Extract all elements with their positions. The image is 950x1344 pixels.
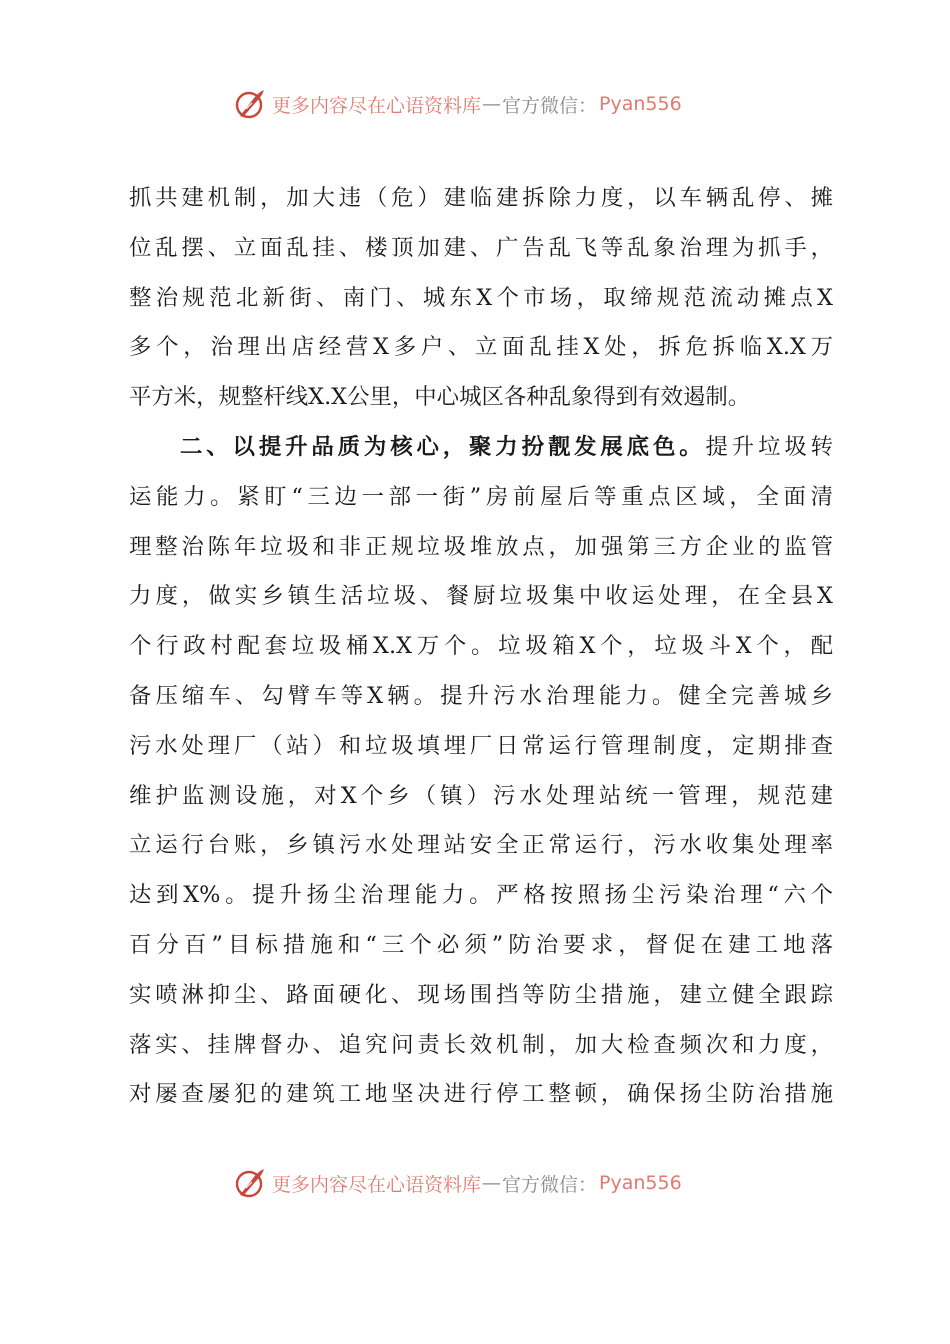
heading-line-rest: 提升垃圾转	[705, 433, 834, 460]
paragraph-2	[129, 423, 833, 1120]
text-line: 抓共建机制，加大违（危）建临建拆除力度，以车辆乱停、摊	[129, 185, 833, 211]
text-line: 立运行台账，乡镇污水处理站安全正常运行，污水收集处理率	[129, 832, 833, 859]
quill-pen-logo-icon	[232, 86, 268, 122]
banner-title: 更多内容尽在心语资料库	[272, 94, 482, 117]
text-line: 备压缩车、勾臂车等X辆。提升污水治理能力。健全完善城乡	[129, 682, 833, 709]
text-line: 运能力。紧盯“三边一部一街”房前屋后等重点区域，全面清	[129, 483, 833, 510]
banner-dash: —	[482, 93, 502, 115]
section-heading: 二、以提升品质为核心，聚力扮靓发展底色。	[180, 433, 706, 460]
text-line: 位乱摆、立面乱挂、楼顶加建、广告乱飞等乱象治理为抓手，	[129, 234, 833, 261]
text-line: 百分百”目标措施和“三个必须”防治要求，督促在建工地落	[129, 931, 833, 958]
text-line: 实喷淋抑尘、路面硬化、现场围挡等防尘措施，建立健全跟踪	[129, 981, 833, 1008]
banner-wechat-label: 官方微信：	[502, 94, 598, 117]
text-line-with-heading	[129, 423, 833, 473]
banner-wechat-id: Pyan556	[599, 1172, 682, 1194]
text-line: 维护监测设施，对X个乡（镇）污水处理站统一管理，规范建	[129, 782, 833, 809]
footer-watermark-banner	[232, 1163, 682, 1203]
text-line: 个行政村配套垃圾桶X.X万个。垃圾箱X个，垃圾斗X个，配	[129, 633, 833, 660]
document-body	[129, 174, 833, 1120]
quill-pen-logo-icon	[232, 1165, 268, 1201]
header-watermark-banner	[232, 84, 682, 124]
text-line: 落实、挂牌督办、追究问责长效机制，加大检查频次和力度，	[129, 1031, 833, 1058]
text-line: 对屡查屡犯的建筑工地坚决进行停工整顿，确保扬尘防治措施	[129, 1081, 833, 1108]
text-line: 力度，做实乡镇生活垃圾、餐厨垃圾集中收运处理，在全县X	[129, 583, 833, 610]
banner-dash: —	[482, 1172, 502, 1194]
text-line: 达到X%。提升扬尘治理能力。严格按照扬尘污染治理“六个	[129, 882, 833, 909]
text-line: 污水处理厂（站）和垃圾填埋厂日常运行管理制度，定期排查	[129, 732, 833, 759]
text-line: 平方米，规整杆线X.X公里，中心城区各种乱象得到有效遏制。	[129, 384, 751, 411]
banner-title: 更多内容尽在心语资料库	[272, 1173, 482, 1196]
banner-wechat-label: 官方微信：	[502, 1173, 598, 1196]
banner-wechat-id: Pyan556	[599, 93, 682, 115]
text-line: 理整治陈年垃圾和非正规垃圾堆放点，加强第三方企业的监管	[129, 533, 833, 560]
paragraph-1	[129, 174, 833, 423]
text-line: 整治规范北新街、南门、城东X个市场，取缔规范流动摊点X	[129, 284, 833, 311]
text-line: 多个，治理出店经营X多户、立面乱挂X处，拆危拆临X.X万	[129, 334, 833, 361]
